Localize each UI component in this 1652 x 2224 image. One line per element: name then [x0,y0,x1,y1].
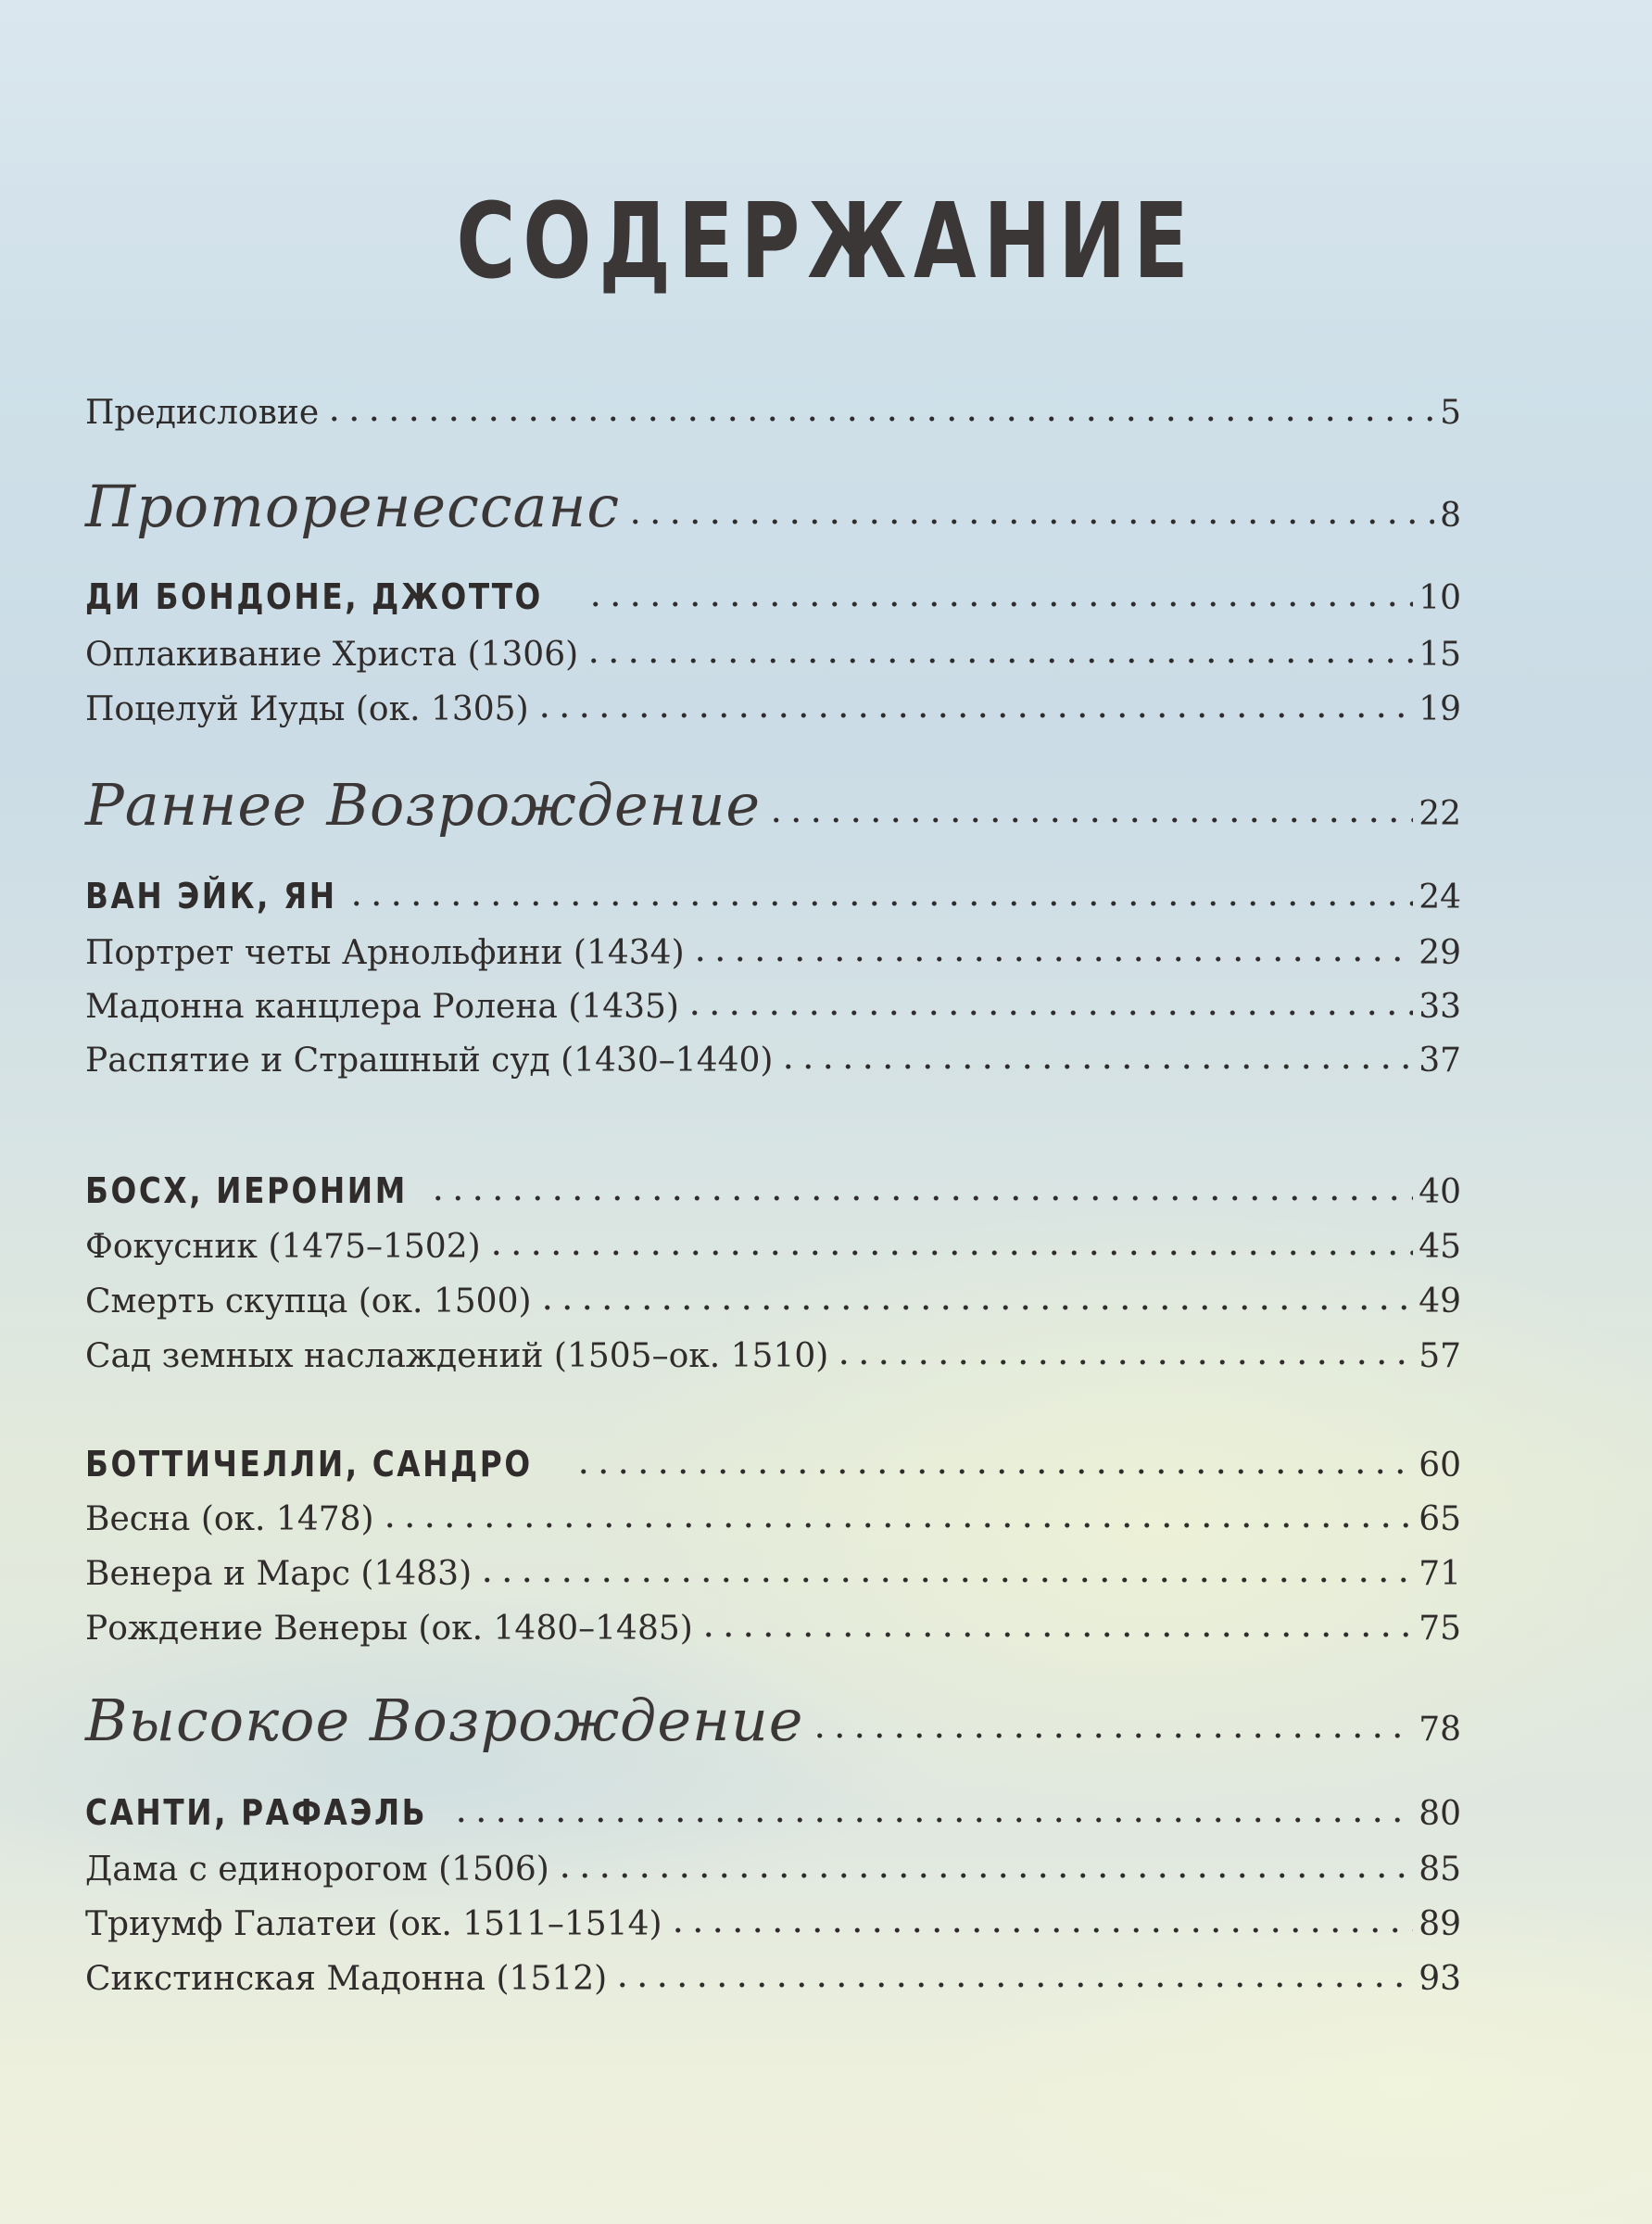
toc-entry-preface[interactable] [85,394,1461,432]
toc-entry-page: 15 [1419,636,1461,674]
toc-entry-page: 29 [1419,934,1461,972]
leader-dots [586,600,1413,609]
toc-entry-page: 10 [1419,579,1461,617]
toc-entry-work[interactable] [85,690,1461,728]
leader-dots [625,517,1434,526]
toc-entry-page: 65 [1419,1500,1461,1538]
work-title: Фокусник (1475–1502) [85,1228,481,1266]
leader-dots [685,1008,1413,1017]
toc-artist-heading[interactable] [85,1444,1461,1485]
leader-dots [584,656,1413,665]
leader-dots [535,711,1414,720]
work-title: Дама с единорогом (1506) [85,1851,549,1889]
work-title: Сикстинская Мадонна (1512) [85,1960,608,1998]
work-title: Смерть скупца (ок. 1500) [85,1283,532,1320]
toc-entry-work[interactable] [85,988,1461,1026]
leader-dots [428,1194,1413,1203]
toc-entry-work[interactable] [85,1228,1461,1266]
work-title: Весна (ок. 1478) [85,1500,374,1538]
leader-dots [690,954,1414,964]
toc-entry-page: 85 [1419,1851,1461,1889]
leader-dots [486,1248,1414,1257]
work-title: Поцелуй Иуды (ок. 1305) [85,690,529,728]
toc-artist-heading[interactable] [85,876,1461,916]
leader-dots [766,815,1413,825]
toc-entry-page: 5 [1440,394,1461,432]
toc-entry-page: 33 [1419,988,1461,1026]
leader-dots [380,1521,1414,1530]
toc-entry-label: Предисловие [85,394,320,432]
artist-name: ДИ БОНДОНЕ, ДЖОТТО [85,576,543,617]
toc-entry-page: 49 [1419,1283,1461,1320]
artist-name: БОТТИЧЕЛЛИ, САНДРО [85,1444,533,1485]
work-title: Триумф Галатеи (ок. 1511–1514) [85,1905,662,1943]
work-title: Сад земных наслаждений (1505–ок. 1510) [85,1337,829,1375]
leader-dots [574,1467,1413,1476]
toc-entry-page: 71 [1419,1555,1461,1593]
toc-period-heading[interactable] [85,1687,1461,1754]
work-title: Оплакивание Христа (1306) [85,636,579,674]
toc-entry-work[interactable] [85,1610,1461,1648]
toc-entry-page: 75 [1419,1610,1461,1648]
page-title: СОДЕРЖАНИЕ [456,182,1196,302]
toc-entry-work[interactable] [85,1851,1461,1889]
leader-dots [347,899,1413,908]
leader-dots [477,1575,1413,1585]
toc-entry-page: 60 [1419,1447,1461,1485]
work-title: Рождение Венеры (ок. 1480–1485) [85,1610,693,1648]
artist-name: САНТИ, РАФАЭЛЬ [85,1792,428,1833]
leader-dots [324,414,1434,423]
leader-dots [451,1815,1413,1825]
work-title: Портрет четы Арнольфини (1434) [85,934,685,972]
toc-entry-page: 93 [1419,1960,1461,1998]
toc-entry-work[interactable] [85,1555,1461,1593]
leader-dots [668,1926,1414,1935]
toc-entry-work[interactable] [85,1960,1461,1998]
toc-entry-work[interactable] [85,1337,1461,1375]
toc-period-heading[interactable] [85,473,1461,540]
toc-entry-work[interactable] [85,1042,1461,1080]
period-title: Проторенессанс [85,473,621,540]
toc-entry-page: 22 [1419,795,1461,833]
toc-artist-heading[interactable] [85,1792,1461,1833]
artist-name: ВАН ЭЙК, ЯН [85,876,337,916]
toc-entry-work[interactable] [85,1283,1461,1320]
toc-entry-page: 78 [1419,1711,1461,1749]
work-title: Мадонна канцлера Ролена (1435) [85,988,679,1026]
toc-entry-page: 24 [1419,878,1461,916]
period-title: Высокое Возрождение [85,1687,804,1754]
toc-entry-page: 40 [1419,1173,1461,1211]
period-title: Раннее Возрождение [85,771,762,839]
work-title: Распятие и Страшный суд (1430–1440) [85,1042,774,1080]
leader-dots [555,1871,1413,1880]
toc-entry-page: 45 [1419,1228,1461,1266]
leader-dots [612,1980,1413,1990]
leader-dots [810,1731,1414,1740]
toc-period-heading[interactable] [85,771,1461,839]
toc-entry-page: 8 [1440,497,1461,535]
toc-entry-work[interactable] [85,1500,1461,1538]
toc-entry-work[interactable] [85,636,1461,674]
toc-entry-page: 80 [1419,1795,1461,1833]
toc-artist-heading[interactable] [85,576,1461,617]
work-title: Венера и Марс (1483) [85,1555,473,1593]
leader-dots [834,1358,1413,1367]
toc-entry-page: 89 [1419,1905,1461,1943]
leader-dots [537,1303,1414,1312]
toc-entry-page: 37 [1419,1042,1461,1080]
toc-artist-heading[interactable] [85,1170,1461,1211]
leader-dots [778,1062,1413,1071]
leader-dots [699,1630,1413,1639]
toc-entry-page: 19 [1419,690,1461,728]
toc-entry-work[interactable] [85,1905,1461,1943]
artist-name: БОСХ, ИЕРОНИМ [85,1170,408,1211]
toc-entry-work[interactable] [85,934,1461,972]
toc-entry-page: 57 [1419,1337,1461,1375]
